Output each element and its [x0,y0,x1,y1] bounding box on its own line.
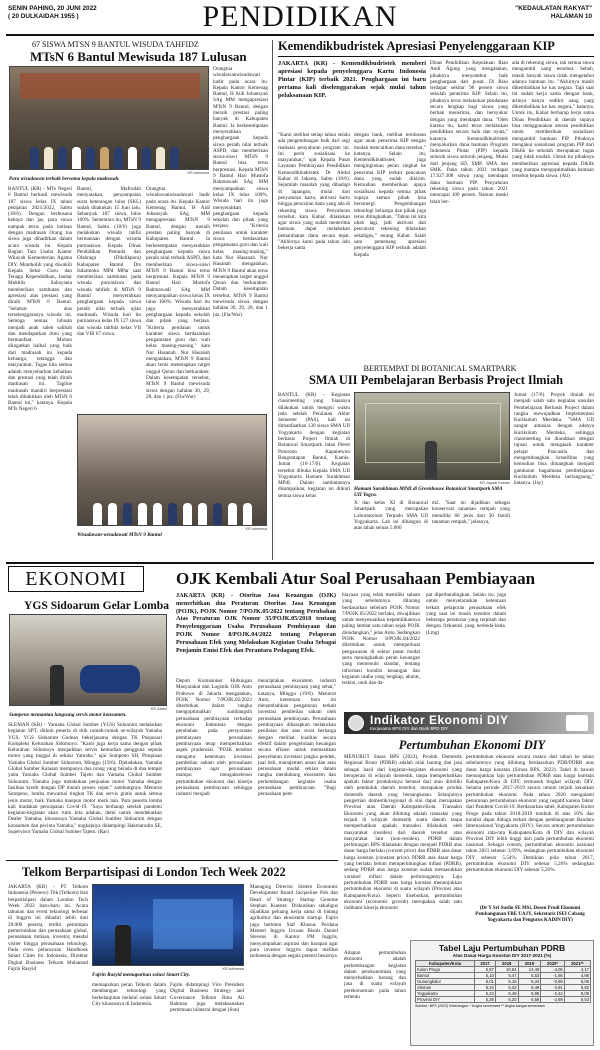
page-number: HALAMAN 10 [550,13,592,20]
article1-photo-caption: Para wisudawan terbaik bersama kepala madrasah. [9,176,120,182]
pdrb-table-header: 2019 [518,961,541,967]
article1-col-3a: Orangtua wisudawanwisudawati hadir pada acara itu. Kepala Kantor Kemenag Bantul, H Aidi Johansyah SAg MM mengapresiasi MTsN 9 Bantul, dengan meraih prestasi paling banyak di Kabupaten Bantul. Ia berkesempatan menyerahkan penghargaan kepada siswa peraih nilai terbaik ASPD, dan memberikan siswa-siswi MTsN 9 Bantul bisa terus berprestasi. Kepala MTsN 9 Bantul Hari Mustofa Rahmawadi SAg MM menyampaikan siswa kelas IX lulus 100%. Wisuda hari itu juga menyerahkan penghargaan kepada sekolah dan pihak yang berjasa. "Kriteria penilaian untuk karakter siswa berdasarkan pengamatan guru dan wali kelas masing-masing," kata Nur Hasanah. Nur Hasanah mengatakan, MTsN 9 Bantul akan terus menerapkan target unggul Quran dan berkarakter. Dalam kesempatan tersebut, MTsN 9 Bantul mewisuda siswa dengan hafalan 30, 29, 28, dan 1 juz. (Fia/War) [146,186,210,400]
bps-logo-icon [348,715,364,731]
article6-author: (Dr Y Sri Susilo SE MSi. Dosen Prodi Ekonomi Pembangunan FBE UAJY, Sekretaris ISEI Cabang Yogyakarta dan Pengurus KADIN DIY) [475,906,585,923]
pdrb-table-cell: Gunungkidul [416,979,475,985]
pdrb-table-cell: -1,66 [541,973,564,979]
pdrb-table-cell: 6,59 [518,997,541,1003]
article7-headline: Telkom Berpartisipasi di London Tech Week 2022 [22,865,286,879]
article3-kicker: BERTEMPAT DI BOTANICAL SMARTPARK [363,364,517,373]
pdrb-table-cell: 5,47 [495,973,518,979]
article3-photo-credit: KR-Jayadi Kastari [479,481,510,485]
article1-col-2: Bantul, Mafrudah menyatakan, penyampaian surat keterangan lulus (SKL) sudah dilakukan 15 Juni lalu. Sebanyak 187 siswa lulus 100%. Sementara itu, MTsN 9 Bantul, Sabtu (18/6) juga melakukan wisuda tahfiz bermanaan dengan wisuda purnasiswa. Kepala Dinas Pendidikan Pemuda dan Olahraga (Dikdikpora) Kabupaten Bantul Drs Isdarmoko MPd MPar saat memberikan sambutan pada wisuda purnasiswa dan wisuda tahfidz di MTsN 9 Bantul menyerahkan penghargaan kepada siswa peraih nilai terbaik ujian madrasah. Wisuda hari itu purnasiswa kelas IX 127 siswa dan wisuda tahfidz kelas VII dan VIII 67 siswa. [77,186,141,337]
article4-photo-caption: Sumpeno memantau langsung servis motor konsumen. [9,712,127,718]
paper-name: "KEDAULATAN RAKYAT" [515,5,592,12]
pdrb-table-cell: 5,24 [475,991,496,997]
article5-col-4: pat diperbandingkan. Selain itu, juga untuk menyelaraskan ketentuan terkait pelaporan perusahaan efek yang saat ini masih tersebar dalam beberapa peraturan yang terpisah dan dengan frekuensi yang berbeda-beda. (Lmg) [426,592,506,636]
pdrb-table-cell: -2,69 [541,997,564,1003]
pdrb-table-cell: 5,16 [495,979,518,985]
pdrb-table-cell: 6,49 [518,985,541,991]
article2-col-2: dengan bank, melihat terobosan agar anak penerima KIP dengan mudah mencairkan dana tersebut," katanya. Selain itu, Kemendikbudristek juga menginginkan peran singkat ke penerima KIP terkait pencairan dana yang sudah dikirim. Kemudian memberikan upaya sosialisasi kepada semua pihak supaya semua pihak bisa bersinergi. Pengembangan teknologi keluarga dan pihak juga terus ditingkatkan. "Tahun ini kita ubah lagi, jadi aktivasi dan pencairan rekening dilakukan sekaligus," terang Kahar. Salah satu pemenang apresiasi penyelenggara KIP terbaik adalah Kepala [354,132,426,258]
article1-photo-credit: KR-Istimewa [187,171,209,175]
section-title: PENDIDIKAN [202,0,398,33]
issue-date [8,5,128,21]
article7-col-1: JAKARTA (KR) - PT Telkom Indonesia (Persero) Tbk (Telkom) ikut berpartisipasi dalam London Tech Week 2022 baru-baru ini. Acara tahunan dan event teknologi terbesar di Inggris ini dihadiri lebih dari 20.000 peserta, terdiri pemimpin pemerintahan dan perusahaan global, perusahaan rintisan, investor, mendal visiter hingga perusahaan teknologi. Pada even peluncuran Handbook Smart Cities for Indonesia, Direktur Digital Business Telkom Muhamad Fajrin Rasyid [8,884,88,972]
article7-photo-speaker [92,884,244,966]
article3-col-1: BANTUL (KR) - Kegiatan classmeeting yang biasanya dilakukan untuk mengisi waktu jeda setelah Penilaian Akhir Semester (PAS), kali ini dimanfaatkan 130 siswa SMA UII Yogyakarta dengan kegiatan berbasis Project Ilmiah di Botanical Smartpark Jalan Pleret Potorono Kapanewon Banguntapan Bantul, Kamis-Jumat (16-17/6). Kegiatan tersebut dibuka Kepala SMA UII Yogyakarta Hamam Surakhman MPdI. Dalam sambutannya disampaikan, kegiatan ini diikuti semua siswa kelas [278,392,350,499]
pdrb-table-cell: 5,10 [475,973,496,979]
article1-headline: MTsN 6 Bantul Mewisuda 187 Lulusan [30,49,247,64]
article1-col-3: Orangtua wisudawanwisudawati hadir pada acara itu. Kepala Kantor Kemenag Bantul, H Aidi Johansyah SAg MM mengapresiasi MTsN 9 Bantul, dengan meraih prestasi paling banyak di Kabupaten Bantul. Ia berkesempatan menyerahkan penghargaan kepada siswa peraih nilai terbaik ASPD, dan memberikan siswa-siswi MTsN 9 Bantul bisa terus berprestasi. Kepala MTsN 9 Bantul Hari Mustofa Rahmawadi SAg MM menyampaikan siswa kelas IX lulus 100%. Wisuda hari itu juga menyerahkan penghargaan kepada sekolah dan pihak yang berjasa. "Kriteria penilaian untuk karakter siswa berdasarkan pengamatan guru dan wali kelas masing-masing," kata Nur Hasanah. Nur Hasanah mengatakan, MTsN 9 Bantul akan terus menerapkan target unggul Quran dan berkarakter. Dalam kesempatan tersebut, MTsN 9 Bantul mewisuda siswa dengan hafalan 30, 29, 28, dan 1 juz. (Fia/War) [213,66,268,318]
pdrb-table-cell: 5,09 [564,991,590,997]
pdrb-table-cell: 5,53 [518,973,541,979]
issue-date-hijri: ( 20 DULKAIDAH 1955 ) [8,13,79,20]
pdrb-table-header: 2018 [495,961,518,967]
article1-photo-graduates [9,66,209,170]
pdrb-table-note: Sumber: BPS (2022) Keterangan: * Angka sementara ** Angka sangat sementara [415,1004,545,1008]
article6-headline: Pertumbuhan Ekonomi DIY [398,738,546,752]
article3-col-2: X dan kelas XI di Botanical Smartpark yang merupakan Laboratorium Terpadu SMA UII Yogyakarta. Lab ini dibangun di atas lahan seluas 5.000 [354,500,428,532]
article5-col-2: menciptakan ekosistem industri perusahaan pembiayaan yang sehat," katanya, Minggu (19/6). Menurut Anto, ketentuan baru ini menambahkan pengaturan terkait investasi pembelian saham oleh perusahaan pembiayaan. Perusahaan pembiayaan diharapkan melakukan penilaian dan atas surat berharga dengan melihat kualitas secara efektif dalam pengelolaan keuangan secara efisien untuk memastikan penyebaran investasi jangka pendek, jual beli, manajemen aman dan atau perusahaan modal sekian dalam rangka mendukung ekosistem dan perkembangan kegiatan usaha perusahaan pembiayaan. "Bagi perusahaan pem- [258,678,336,798]
article2-col-1: "Kami melihat setiap tahun selalu ada pengembangan baik dari segi realisasi penyaluran program ini. Ini perlu sosialisasi ke masyarakat," ujar Kepala Pusat Layanan Pembiayaan Pendidikan Kemendikbudristek Dr Abdul Kahar di Jakarta, Sabtu (18/6). Sejumlah masalah yang dihadapi di lapangan, mulai dari penyaluran kartu, aktivasi kartu hingga pencairan dana yang ada di rekening siswa. Penyaluran tersebut, kata Kahar, dilakukan agar siswa yang sudah menerima bantuan dapat melakukan pemanfaatan dana secara tepat. "Akhirnya kami pada tahun lalu bekerja sama [278,132,350,252]
pdrb-table-cell: Bantul [416,973,475,979]
article4-headline: YGS Sidoarum Gelar Lomba [24,599,170,612]
article2-col-3: Dinas Pendidikan Kepulauan Riau Andi Agung yang mengatakan, pihaknya menyambut baik penghargaan dari pusat. Di Riau terdapat sekitar 96 persen siswa sekolah penerima KIP. Selain itu, pihaknya terus melakukan pendataan secara lengkap bagi siswa yang berhak menerima, dan bersyukur dengan yang mendapat dana. "Oleh karena itu, kami terus melakukan pendidikan secara baik dan nyata," katanya. Kemendikbudristek menyalurkan dana bantuan Program Indonesia Pintar (PIP) kepada seluruh siswa seluruh jenjang. Mulai dari jenjang SD, SMP, SMA dan SMK. Pada tahun 2021 terdapat 17.927.308 siswa yang mendapat dana bantuan PIP. Penyaluran rekening siswa pada tahun 2021 mencapai 100 persen. Namun meski telah ber- [430,60,508,205]
indikator-banner-title: Indikator Ekonomi DIY [370,713,509,727]
pdrb-table-cell: 5,34 [475,985,496,991]
pdrb-table-cell: 10,84 [495,967,518,973]
ekonomi-section-title: EKONOMI [25,568,127,590]
article1-photo-2 [77,414,267,526]
pdrb-table-cell: 5,53 [564,997,590,1003]
article3-col-4: Jumat (17/6). Proyek ilmiah ini menjadi salah satu kegiatan unsulan Pembelajaran Berbasis Project dalam rangka mewujudkan Implementasi Kurikulum Merdeka. "SMA UII sangat antusias dengan adanya Kurikulum Merdeka, sehingga classmeeting ini diarahkan dengan tujuan untuk mengasah karakter pelajar Pancasila dan mengembangkan kreatifitas yang kemudian bisa dituangkan menjadi gambaran bagaimana pembelajaran Kurikulum Merdeka berlangsung," katanya. (Jay) [514,392,594,487]
article7-col-4: Fajrin didampingi Vice President Digital Business Strategy and Governance Telkom Rino Ali Rahman juga melaksanakan pertemuan bilateral dengan (Sun) [170,982,244,1014]
paper-info [472,5,592,21]
pdrb-table-cell: Sleman [416,985,475,991]
article1-kicker: 67 SISWA MTSN 9 BANTUL WISUDA TAHFIDZ [32,40,199,49]
article6-col-1: MENURUT Susas BPS (2022), Produk Domestik Regional Bruto (PDRB) adalah nilai barang dan jasa sebagai hasil dari kegiatan-kegiatan ekonomi yang beroperasi di wilayah domestik, tanpa memperhatikan apakah faktor produksinya berasal dari atau dimiliki oleh penduduk daerah tersebut, merupakan produk domestik daerah yang bersangkutan. Selanjutnya pengertian domestik/regional di sini dapat merupakan Provinsi atau Daerah Kabupaten/Kota. Transaksi Ekonomi yang akan dihitung adalah transaksi yang terjadi di wilayah domestik suatu daerah tanpa memperhatikan apakah transaksi dilakukan oleh masyarakat (residen) dari daerah tersebut atau masyarakat lain (non-residen). PDRB dalam perhitungan BPS dilakukan dengan menjadi PDRB atas dasar harga berlaku (current price) dan PDRB atas dasar harga konstan (constant price). PDRB atas dasar harga yang berlaku belum memperhitungkan inflasi (PDRB), sedang PDRB atas harga konstan sudah memasukkan variabel inflasi dalam perhitungannya. Laju pertumbuhan PDRB atas harga konstan menunjukkan pertumbuhan ekonomi di suatu wilayah (Provinsi atau Kabupaten/Kota). Seperti disebutkan, pertumbuhan ekonomi (economic growth) merupakan salah satu indikator kinerja ekonomi [344,754,462,912]
article3-photo-caption: Hamam Surakhman MPdI di Greenhouse Botanical Smartpark SMA UII Yogya. [354,486,503,498]
article2-col-4: ada di rekening siswa, tak semua siswa mengambil uang tersebut. Sebab, masih banyak siswa tidak mengetahui adanya bantuan itu. "Akhirnya masih dikembalikan ke kas negara. Tapi saat ini sudah kerja sama dengan bank, artinya hanya sedikit uang yang dikembalikan ke kas negara," katanya. Untuk itu, Kahar berharap kerja sama Dinas Pendidikan di daerah supaya bisa menggunakan aturan pendidikan untuk memberikan sosialisasi mengambil bantuan PIP. Pihaknya mengakui sosialisasi program PIP dari Diklik ke sekolah merupakan tugas yang tidak mudah. Untuk itu pihaknya memberikan apresiasi kepada Diklik yang mampu mengoptimalkan bantuan tersebut kepada siswa. (Ati) [512,60,594,180]
pdrb-table-box [410,940,594,1046]
article5-col-3: biayaan yang telah memiliki saham yang sebelumnya dilarang berdasarkan sebelum POJK Nomor 7/POJK.05/2022 berlaku, diwajibkan untuk menyesuaikan kepemilikannya paling lambat satu tahun sejak POJK diundangkan," jelas Anto. Sedangkan POJK Nomor 8/POJK.04/2022 diterbitkan untuk memperkuat pengawasan di sektor pasar modal serta meningkatkan peran keuangan yang memenuhi standar, tentang informasi kondisi keuangan dan kegiatan usaha yang lengkap, akurat, terkini, utuh dan da- [342,592,420,687]
pdrb-table-cell: -3,91 [541,985,564,991]
pdrb-table-cell: 4,17 [564,967,590,973]
pdrb-table-cell: -0,69 [541,979,564,985]
pdrb-table-cell: 5,96 [518,991,541,997]
pdrb-table-header: 2017 [475,961,496,967]
pdrb-table-cell: 13,49 [518,967,541,973]
article7-col-3: memaparkan peran Telkom dalam membangun teknologi yang berkelanjutan melalui solusi Smart City khususnya di Indonesia. [92,982,166,1007]
article4-body: SLEMAN (KR) - Yamaha Global Sumber (YGS) Sidoarum melakukan kegiatan SPT, diikuti peserta di titik rumah-rumah se-wilayah Yamaha YGS, YGS Sidoarum Godean bekerjasama dengan TK Puspusari Kompleks Kelurahan Sidomoyo. "Kami juga kerja sama dengan pihak Kelurahan Sidomoyo menjadikan servis kemudian pengguna sepeda motor yang tinggal di sekitar Yamaha," ujar Sumpeno SH, Pimpinan Yamaha Global Sumber Sidoarum, Minggu (19/6). Djeladakan, Yamaha Global Sumber Kalasan mempunya dua orang yang berada di dua tempat yaitu Yamaha Global Sumber Tajem dan Yamaha Global Sumber Sidoarum. Yamaha juga melakukan penjualan motor Yamaha dengan fasilitas kredit dengan DP murah proses cepat," sambungnya. Menurut Sumpeno, lomba mewarnai tingkat TK dan servis gratis untuk semua jenis motor, baik Yamaha maupun motor merk lain. Para peserta lomba kali diadakan pencapaian Covid-19. "Saya berharap setelah pandemi kegiatan-kegiatan akan rutin kita adakan, demi untuk mendekatkan Dealer Yamaha, khususnya Yamaha Global Sumber Sidoarum dengan konsumen dan pecinta Yamaha," ungkapnya didampingi Hakmarudin SE, Supervisor Yamaha Global Sumber Tajem. (Rar) [8,722,162,836]
indikator-banner [344,712,594,734]
pdrb-table-title: Tabel Laju Pertumbuhan PDRB [438,943,566,953]
article2-lead: JAKARTA (KR) - Kemendikbudristek memberi apresiasi kepada penyelenggara Kartu Indonesia Pintar (KIP) terbaik 2021. Penghargaan ini baru pertama kali diselenggarakan sejak mulai tahun pelaksanaan KIP. [278,60,426,99]
article5-headline: OJK Kembali Atur Soal Perusahaan Pembiayaan [176,569,536,588]
pdrb-table-cell: 5,97 [475,967,496,973]
article4-photo-service [9,614,167,706]
pdrb-table-cell: 6,42 [495,985,518,991]
pdrb-table-cell: 5,82 [564,985,590,991]
article7-col-2: Managing Director Sistem Economic Development Board Jacqueline Poh dan Head of Strategy Startup Genome Stephan Kuester. Diskusikan sekaligus dijadikan peluang kerja sama di bidang agrikultur dan ekosistem startup. Fajrin juga bertemu Staf Khusus Perdana Menteri Inggris Urusan Bisnis Daniel Stevens di Kantor PM Inggris, menyampaikan aspirasi dan harapan agar para investor Inggris dapat melihat Indonesia dengan segala potensi besarnya. [250,884,338,960]
article7-photo-caption: Fajrin Rasyid memaparkan solusi Smart City. [92,972,191,978]
pdrb-table-cell: Provinsi DIY [416,997,475,1003]
indikator-banner-sub: Kerjasama BPS DIY dan Bank BPD DIY [370,726,449,731]
article3-col-3: m2. "Saat ini dijadikan sebagai konservasi tanaman rempah yang memiliki 60 jenis dari 30 famili tanaman rempah," jelasnya, [432,500,510,525]
article1-col-1: BANTUL (KR) - MTs Negeri 6 Bantul berhasil mewisuda 187 siswa kelas IX tahun pelajaran 2021/2022, Sabtu (18/6). Dengan berbusana kebaya dan jas, para siswa nampak terus pada barisan dengan madrasah Orang tua siswa juga dihadirkan dalam acara wisuda ini. Kepala Bagian Tata Usaha Kantor Wilayah Kementerian Agama DIY, Muntholib yang diwakili Kepala Seksi Guru dan Tenaga Kependidikan, Jauhar Mukhlis Salisyanta memberikan sambutan dan apresiasi atas prestasi yang diraih MTsN 6 Bantul. "Selamat atas terselenggaranya wisuda ini. Semoga semua lulusan menjadi anak saleh salihah dan mendapatkan ilmu yang bermanfaat. Mohon diingatkan halhal yang baik dari madrasah ini kepada keluarga, tetangga dan masyarakat. Tugas kita semua adalah menyebarkan kebaikan dan prestasi yang telah diraih madrasah ini. Tagline madrasah mandiri berprestasi telah dibuktikan oleh MTsN 6 Bantul ini," katanya. Kepala MTs Negeri 6 [8,186,72,413]
pdrb-table-cell: 5,34 [518,979,541,985]
pdrb-table-cell: 5,01 [475,979,496,985]
issue-date-gregorian: SENIN PAHING, 20 JUNI 2022 [8,5,97,12]
pdrb-table-cell: 5,06 [564,979,590,985]
pdrb-table-subtitle: Atas Dasar Harga Konstan DIY 2017-2021 (%) [452,953,552,958]
article4-photo-credit: KR-Abdul [150,707,167,711]
column-divider [272,40,273,560]
article1-photo2-caption: Wisudawan-wisudawati MTsN 9 Bantul [77,532,162,538]
pdrb-table-header: 2021** [564,961,590,967]
pdrb-table-cell: 5,26 [475,997,496,1003]
article5-col-1: Deputi Komisioner Hubungan Masyarakat dan Logistik OJK Anto Prabowo di Jakarta mengatakan, POJK Nomor 7/POJK.05/2022 diterbitkan dalam rangka mengoptimalkan sumbangsih perusahaan pembiayaan terhadap ekonomi Indonesia dengan perubahan pada persyaratan pembiayaan perusahaan pembiayaan tetap memperhatikan aspek prudensial. "POJK tersebut mengatur ketentuan investasi pembelian saham oleh perusahaan pembiayaan agar perusahaan mampu mengakselerasi pertumbuhan ekonomi dan kinerja perusahaan pembiayaan sehingga industri menjadi [176,678,252,798]
article6-col-1b: Adapun pertumbuhan ekonomi adalah perkembangan kegiatan dalam perekonomian yang menyebabkan barang dan jasa di suatu wilayah perekonomian pada tahun tertentu [344,950,406,1001]
pdrb-table-header: 2020* [541,961,564,967]
pdrb-table-cell: Yogyakarta [416,991,475,997]
article7-photo-credit: KR-Istimewa [222,967,244,971]
pdrb-table-cell: 4,98 [564,973,590,979]
article5-lead: JAKARTA (KR) - Otoritas Jasa Keuangan (OJK) menerbitkan dua Peraturan Otoritas Jasa Keuangan (POJK), POJK Nomor 7/POJK.05/2022 tentang Perubahan Atas Peraturan OJK Nomor 35/POJK.05/2018 tentang Penyelenggaraan Usaha Perusahaan Pembiayaan dan POJK Nomor 8/POJK.04/2022 tentang Pelaporan Perusahaan Efek yang Melakukan Kegiatan Usaha Sebagai Penjamin Emisi Efek dan Perantara Pedagang Efek. [176,592,336,654]
pdrb-table-cell: Kulon Progo [416,967,475,973]
article1-photo2-credit: KR-Istimewa [245,527,267,531]
article3-headline: SMA UII Pembelajaran Berbasis Project Ilmiah [308,373,564,387]
article3-photo-greenhouse [354,392,510,480]
masthead-rule [6,34,594,36]
pdrb-table-cell: 6,20 [495,997,518,1003]
pdrb-table-cell: 5,49 [495,991,518,997]
telkom-rule [6,860,338,861]
ekonomi-section-box [8,566,144,592]
pdrb-table-cell: -4,06 [541,967,564,973]
pdrb-table [415,960,591,1003]
pdrb-table-header: Kabupaten/Kota [416,961,475,967]
article6-col-2: pertumbuhan ekonomi secara makro dari tahun ke tahun sebelumnya yang dihitung berdasarkan PDB/PDRB atas dasar harga konstan (Sirusa BPS, 2022). Tabel di bawah menunjukkan laju pertumbuhan PDRB atas harga konstan Kabupaten/Kota di DIY, termasuk tingkat wilayah DIY. Selama periode 2017-2019 secara umum terjadi kenaikan pertumbuhan ekonomi. Pada tahun 2020 mengalami penurunan pertumbuhan ekonomi yang negatif karena faktor dari Pandemi Covid-19. Berdasarkan tabel, Kabupaten Kulon Progo pada tahun 2018-2019 tumbuh di atas 10% dan kondisi dapat diduga terkait dengan pembangunan Bandara Internasional Yogyakarta (BIY). Secara umum pertumbuhan ekonomi rata-rata Kabupaten/Kota di DIY dan wilayah Provinsi DIY lebih tinggi dari pada pertumbuhan ekonomi nasional. Sebagai contoh, pertumbuhan ekonomi nasional tahun 2021 sebesar 3,69%, sedangkan pertumbuhan ekonomi DIY sebesar 5,54%. Demikian pula tahun 2017, pertumbuhan ekonomi DIY sebesar 5,26% sedangkan pertumbuhan ekonomi DIY sebesar 5,26%. [466,754,594,874]
ekonomi-rule [6,562,594,564]
bank-bpd-logo-icon [566,715,588,731]
article2-headline: Kemendikbudristek Apresiasi Penyelenggaraan KIP [278,39,555,53]
pdrb-table-row [416,997,591,1003]
article2-rule [278,56,594,57]
pdrb-table-cell: -2,42 [541,991,564,997]
